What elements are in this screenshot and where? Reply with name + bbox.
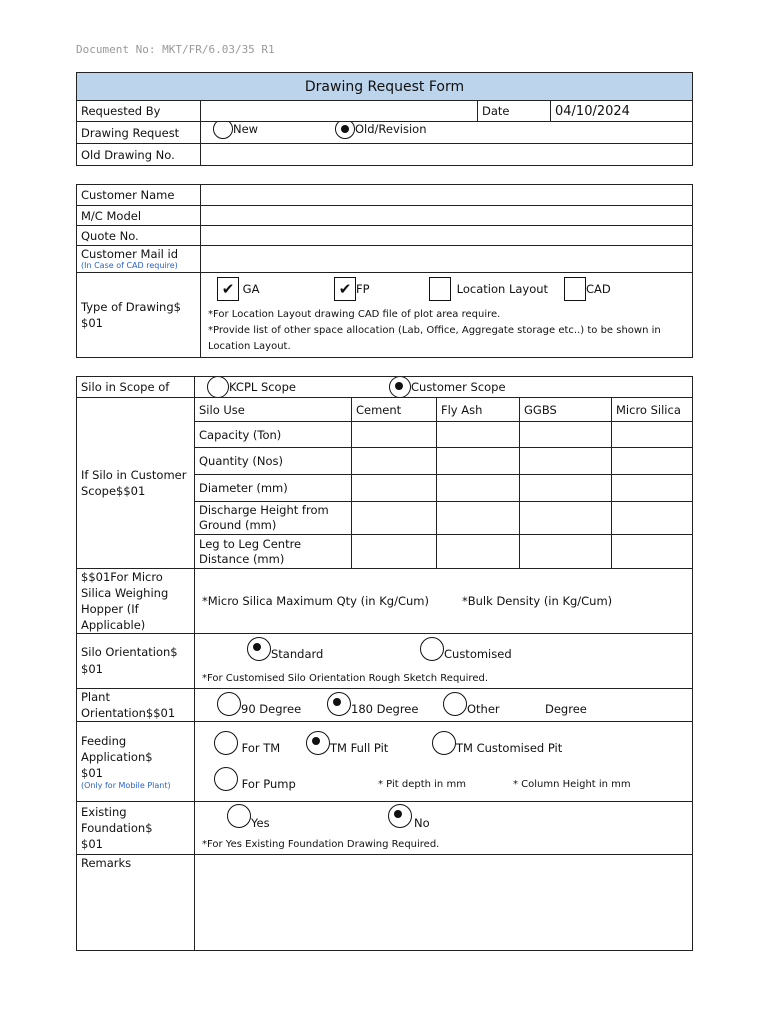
silo-cell[interactable]	[352, 422, 437, 448]
model-label: M/C Model	[77, 206, 201, 226]
foundation-options	[195, 802, 693, 855]
checkbox-location-layout-box[interactable]	[429, 277, 451, 301]
silo-orientation-options	[195, 634, 693, 689]
radio-new-circle[interactable]	[213, 122, 233, 140]
silo-cell[interactable]	[612, 422, 693, 448]
radio-standard-label: Standard	[271, 647, 324, 661]
type-note-2: *Provide list of other space allocation (Lab, Office, Aggregate storage etc..) to be shown in	[208, 325, 661, 336]
quote-field[interactable]	[201, 226, 693, 246]
silo-cell[interactable]	[520, 502, 612, 535]
radio-yes-circle[interactable]	[227, 804, 251, 828]
radio-new[interactable]	[213, 122, 258, 140]
silo-cell[interactable]	[352, 475, 437, 502]
silo-cell[interactable]	[437, 422, 520, 448]
silo-cell[interactable]	[612, 475, 693, 502]
foundation-note: *For Yes Existing Foundation Drawing Required.	[202, 839, 440, 850]
radio-other-circle[interactable]	[443, 692, 467, 716]
radio-for-tm[interactable]	[214, 731, 280, 755]
radio-90-degree[interactable]	[217, 692, 301, 716]
request-table	[76, 72, 693, 166]
micro-silica-label: $$01For Micro Silica Weighing Hopper (If Applicable)	[77, 569, 195, 634]
type-note-1: *For Location Layout drawing CAD file of plot area require.	[208, 309, 501, 320]
silo-cell[interactable]	[437, 535, 520, 569]
mail-note: (In Case of CAD require)	[81, 260, 178, 270]
silo-header-use: Silo Use	[195, 398, 352, 422]
silo-row-label: Capacity (Ton)	[195, 422, 352, 448]
type-notes	[208, 307, 686, 355]
radio-180-degree-label: 180 Degree	[351, 702, 419, 716]
quote-label: Quote No.	[77, 226, 201, 246]
radio-new-label: New	[233, 122, 259, 136]
radio-for-pump-circle[interactable]	[214, 767, 238, 791]
silo-row-label: Leg to Leg Centre Distance (mm)	[195, 535, 352, 569]
silo-scope-label: Silo in Scope of	[77, 377, 195, 398]
silo-row-label: Discharge Height from Ground (mm)	[195, 502, 352, 535]
drawing-request-options	[201, 122, 693, 144]
foundation-label-cell	[77, 802, 195, 855]
radio-customised-label: Customised	[444, 647, 512, 661]
customer-name-field[interactable]	[201, 185, 693, 206]
feeding-code: $01	[81, 765, 103, 780]
checkbox-cad[interactable]	[564, 277, 611, 301]
silo-cell[interactable]	[437, 502, 520, 535]
silo-row-label: Quantity (Nos)	[195, 448, 352, 475]
column-height-label: * Column Height in mm	[513, 779, 631, 790]
silo-cell[interactable]	[520, 422, 612, 448]
document-number: Document No: MKT/FR/6.03/35 R1	[76, 43, 275, 56]
radio-tm-full-pit-label: TM Full Pit	[330, 741, 389, 755]
micro-silica-cell[interactable]	[195, 569, 693, 634]
radio-yes[interactable]	[227, 804, 270, 828]
silo-header-cement: Cement	[352, 398, 437, 422]
silo-scope-options	[195, 377, 693, 398]
silo-cell[interactable]	[352, 535, 437, 569]
checkbox-location-layout-label: Location Layout	[456, 282, 549, 296]
radio-tm-customised-pit[interactable]	[432, 731, 562, 755]
drawing-request-label: Drawing Request	[77, 122, 201, 144]
remarks-label: Remarks	[77, 855, 195, 951]
radio-customised-circle[interactable]	[420, 637, 444, 661]
radio-old-revision[interactable]	[335, 122, 426, 140]
checkbox-location-layout[interactable]	[429, 277, 548, 301]
checkbox-fp-box[interactable]: ✔	[334, 277, 356, 301]
model-field[interactable]	[201, 206, 693, 226]
radio-tm-customised-pit-label: TM Customised Pit	[456, 741, 563, 755]
silo-cell[interactable]	[520, 448, 612, 475]
customer-name-label: Customer Name	[77, 185, 201, 206]
foundation-code: $01	[81, 837, 103, 851]
form-title: Drawing Request Form	[77, 73, 693, 101]
silo-row-label: Diameter (mm)	[195, 475, 352, 502]
radio-180-degree-circle[interactable]	[327, 692, 351, 716]
type-note-3: Location Layout.	[208, 341, 291, 352]
type-label: Type of Drawing$	[81, 300, 181, 314]
silo-cell[interactable]	[352, 448, 437, 475]
feeding-label: Feeding Application$	[81, 733, 153, 764]
radio-kcpl-scope-circle[interactable]	[207, 377, 229, 398]
radio-standard-circle[interactable]	[247, 637, 271, 661]
radio-yes-label: Yes	[251, 816, 270, 830]
plant-orientation-options	[195, 689, 693, 722]
silo-cell[interactable]	[612, 502, 693, 535]
micro-qty: *Micro Silica Maximum Qty (in Kg/Cum)	[202, 594, 429, 608]
feeding-note: (Only for Mobile Plant)	[81, 780, 171, 790]
silo-header-microsilica: Micro Silica	[612, 398, 693, 422]
orientation-note: *For Customised Silo Orientation Rough Sketch Required.	[202, 673, 488, 684]
radio-no-label: No	[414, 816, 430, 830]
requested-by-field[interactable]	[201, 101, 478, 122]
customer-scope-label: If Silo in Customer Scope$$01	[77, 398, 195, 569]
radio-tm-customised-pit-circle[interactable]	[432, 731, 456, 755]
checkbox-ga[interactable]	[217, 277, 259, 301]
feeding-label-cell	[77, 722, 195, 802]
radio-kcpl-scope[interactable]	[207, 377, 296, 398]
radio-no[interactable]	[388, 804, 430, 828]
type-label-cell	[77, 273, 201, 358]
foundation-label: Existing Foundation$	[81, 805, 153, 835]
radio-other-label: Other	[467, 702, 500, 716]
silo-cell[interactable]	[520, 535, 612, 569]
silo-cell[interactable]	[437, 448, 520, 475]
silo-cell[interactable]	[612, 535, 693, 569]
checkbox-fp-label: FP	[356, 282, 370, 296]
checkbox-cad-box[interactable]	[564, 277, 586, 301]
radio-for-tm-circle[interactable]	[214, 731, 238, 755]
mail-field[interactable]	[201, 246, 693, 273]
type-options-cell	[201, 273, 693, 358]
silo-orientation-label-cell	[77, 634, 195, 689]
silo-orientation-code: $01	[81, 662, 103, 676]
mail-label: Customer Mail id	[81, 246, 179, 261]
radio-customised[interactable]	[420, 637, 512, 661]
checkbox-cad-label: CAD	[586, 282, 611, 296]
radio-old-revision-circle[interactable]	[335, 122, 355, 140]
checkbox-ga-box[interactable]: ✔	[217, 277, 239, 301]
radio-no-circle[interactable]	[388, 804, 412, 828]
radio-tm-full-pit[interactable]	[306, 731, 388, 755]
feeding-options	[195, 722, 693, 802]
radio-customer-scope-circle[interactable]	[389, 377, 411, 398]
date-field[interactable]: 04/10/2024	[551, 101, 693, 122]
radio-90-degree-circle[interactable]	[217, 692, 241, 716]
checkbox-fp[interactable]	[334, 277, 370, 301]
silo-cell[interactable]	[352, 502, 437, 535]
radio-180-degree[interactable]	[327, 692, 418, 716]
radio-for-pump[interactable]	[214, 767, 296, 791]
radio-customer-scope[interactable]	[389, 377, 506, 398]
radio-standard[interactable]	[247, 637, 323, 661]
radio-for-tm-label: For TM	[241, 741, 281, 755]
pit-depth-label: * Pit depth in mm	[378, 779, 466, 790]
silo-cell[interactable]	[520, 475, 612, 502]
date-label: Date	[478, 101, 551, 122]
silo-table	[76, 376, 693, 951]
silo-header-flyash: Fly Ash	[437, 398, 520, 422]
type-label-code: $01	[81, 316, 103, 330]
customer-table	[76, 184, 693, 358]
radio-other[interactable]	[443, 692, 500, 716]
radio-old-revision-label: Old/Revision	[355, 122, 427, 136]
silo-cell[interactable]	[612, 448, 693, 475]
radio-90-degree-label: 90 Degree	[241, 702, 302, 716]
remarks-field[interactable]	[195, 855, 693, 951]
silo-header-ggbs: GGBS	[520, 398, 612, 422]
silo-orientation-label: Silo Orientation$	[81, 645, 178, 659]
bulk-density: *Bulk Density (in Kg/Cum)	[462, 594, 613, 608]
silo-cell[interactable]	[437, 475, 520, 502]
old-drawing-field[interactable]	[201, 144, 693, 166]
radio-kcpl-scope-label: KCPL Scope	[229, 380, 296, 394]
checkbox-ga-label: GA	[242, 282, 260, 296]
radio-for-pump-label: For Pump	[241, 777, 296, 791]
old-drawing-label: Old Drawing No.	[77, 144, 201, 166]
radio-customer-scope-label: Customer Scope	[411, 380, 506, 394]
plant-degree-label: Degree	[545, 702, 587, 716]
mail-label-cell	[77, 246, 201, 273]
plant-orientation-label: Plant Orientation$$01	[77, 689, 195, 722]
requested-by-label: Requested By	[77, 101, 201, 122]
radio-tm-full-pit-circle[interactable]	[306, 731, 330, 755]
